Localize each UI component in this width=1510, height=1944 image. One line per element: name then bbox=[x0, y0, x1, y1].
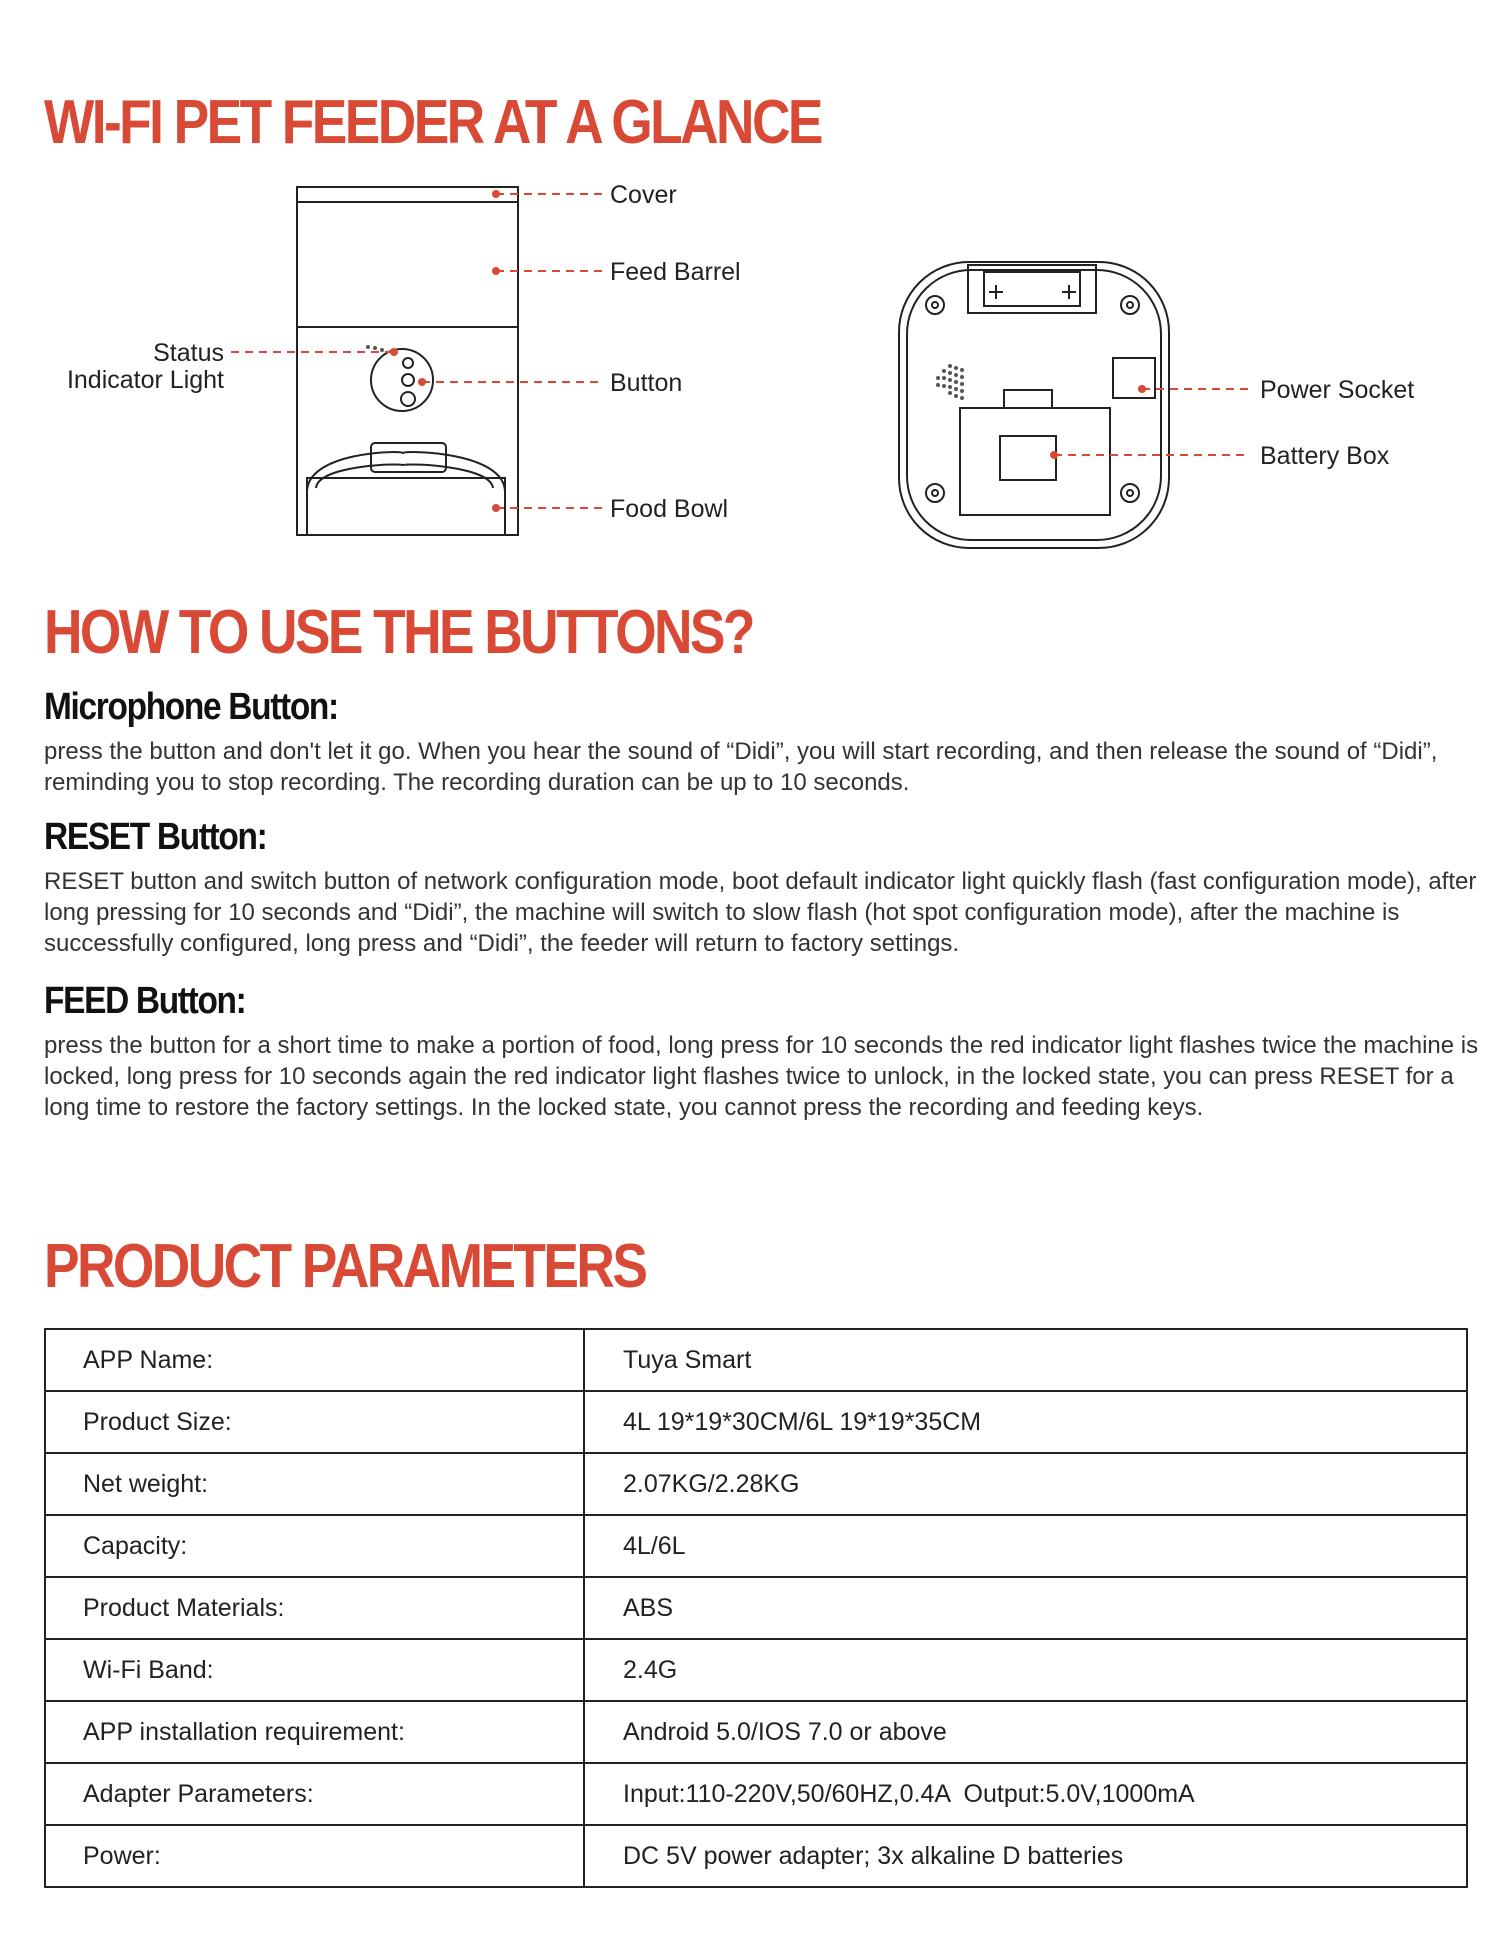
param-key: Capacity: bbox=[45, 1515, 584, 1577]
section-title-glance: WI-FI PET FEEDER AT A GLANCE bbox=[44, 88, 821, 157]
param-value: Input:110-220V,50/60HZ,0.4A Output:5.0V,1000mA bbox=[584, 1763, 1467, 1825]
param-key: Product Materials: bbox=[45, 1577, 584, 1639]
param-value: Android 5.0/IOS 7.0 or above bbox=[584, 1701, 1467, 1763]
param-value: ABS bbox=[584, 1577, 1467, 1639]
reset-button-text: RESET button and switch button of network configuration mode, boot default indicator light quickly flash (fast configuration mode), after long pressing for 10 seconds and “Didi”, the machine will switch to slow flash (hot spot configuration mode), after the machine is successfully configured, long press and “Didi”, the feeder will return to factory settings. bbox=[44, 868, 1477, 957]
feeder-bottom-view bbox=[899, 262, 1169, 548]
label-button: Button bbox=[610, 369, 683, 397]
table-row bbox=[45, 1639, 1467, 1701]
table-row bbox=[45, 1763, 1467, 1825]
microphone-button-text: press the button and don't let it go. When you hear the sound of “Didi”, you will start recording, and then release the sound of “Didi”, reminding you to stop recording. The recording duration can be up to 10 seconds. bbox=[44, 738, 1438, 796]
param-key: Wi-Fi Band: bbox=[45, 1639, 584, 1701]
battery-box-shape bbox=[960, 408, 1110, 515]
feed-button-heading: FEED Button: bbox=[44, 980, 246, 1022]
label-cover: Cover bbox=[610, 181, 677, 209]
label-feed-barrel: Feed Barrel bbox=[610, 258, 741, 286]
param-value: 2.4G bbox=[584, 1639, 1467, 1701]
param-key: Adapter Parameters: bbox=[45, 1763, 584, 1825]
feeder-diagram bbox=[0, 0, 1510, 560]
table-row bbox=[45, 1515, 1467, 1577]
product-parameters-table bbox=[44, 1328, 1468, 1888]
param-value: Tuya Smart bbox=[584, 1329, 1467, 1391]
table-row bbox=[45, 1391, 1467, 1453]
label-battery-box: Battery Box bbox=[1260, 442, 1390, 470]
section-title-params: PRODUCT PARAMETERS bbox=[44, 1232, 646, 1301]
param-value: 4L 19*19*30CM/6L 19*19*35CM bbox=[584, 1391, 1467, 1453]
param-key: APP installation requirement: bbox=[45, 1701, 584, 1763]
feeder-front-view bbox=[297, 187, 518, 535]
table-row bbox=[45, 1329, 1467, 1391]
param-key: APP Name: bbox=[45, 1329, 584, 1391]
section-title-buttons: HOW TO USE THE BUTTONS? bbox=[44, 598, 753, 667]
param-key: Product Size: bbox=[45, 1391, 584, 1453]
reset-button-heading: RESET Button: bbox=[44, 816, 267, 858]
label-status-line2: Indicator Light bbox=[66, 366, 224, 394]
table-row bbox=[45, 1701, 1467, 1763]
feed-button-text: press the button for a short time to make a portion of food, long press for 10 seconds the red indicator light flashes twice the machine is locked, long press for 10 seconds again the red indicator light flashes twice to unlock, in the locked state, you can press RESET for a long time to restore the factory settings. In the locked state, you cannot press the recording and feeding keys. bbox=[44, 1032, 1479, 1121]
label-power-socket: Power Socket bbox=[1260, 376, 1415, 404]
label-food-bowl: Food Bowl bbox=[610, 495, 729, 523]
param-value: DC 5V power adapter; 3x alkaline D batteries bbox=[584, 1825, 1467, 1887]
param-key: Power: bbox=[45, 1825, 584, 1887]
label-status-line1: Status bbox=[153, 339, 224, 367]
power-socket-shape bbox=[1113, 358, 1155, 398]
table-row bbox=[45, 1825, 1467, 1887]
microphone-button-heading: Microphone Button: bbox=[44, 686, 338, 728]
param-value: 2.07KG/2.28KG bbox=[584, 1453, 1467, 1515]
table-row bbox=[45, 1453, 1467, 1515]
table-row bbox=[45, 1577, 1467, 1639]
param-value: 4L/6L bbox=[584, 1515, 1467, 1577]
param-key: Net weight: bbox=[45, 1453, 584, 1515]
